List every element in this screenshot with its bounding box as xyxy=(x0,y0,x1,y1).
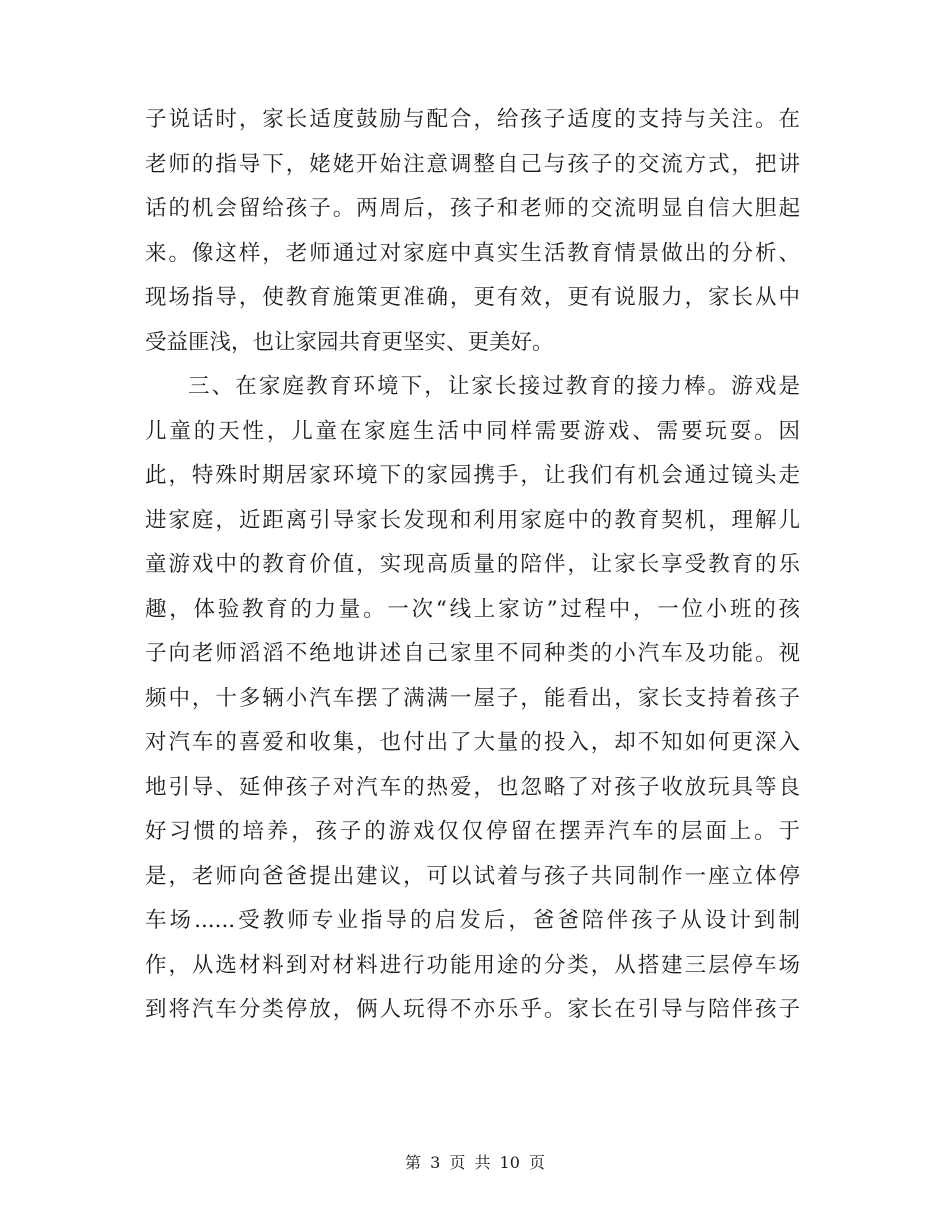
text-line: 到将汽车分类停放，俩人玩得不亦乐乎。家长在引导与陪伴孩子 xyxy=(145,997,800,1022)
text-line: 话的机会留给孩子。两周后，孩子和老师的交流明显自信大胆起 xyxy=(145,196,800,221)
text-line: 子向老师滔滔不绝地讲述自己家里不同种类的小汽车及功能。视 xyxy=(145,641,800,666)
text-line: 作，从选材料到对材料进行功能用途的分类，从搭建三层停车场 xyxy=(145,952,800,978)
text-line: 进家庭，近距离引导家长发现和利用家庭中的教育契机，理解儿 xyxy=(145,507,800,533)
text-line: 童游戏中的教育价值，实现高质量的陪伴，让家长享受教育的乐 xyxy=(145,552,800,577)
text-line: 现场指导，使教育施策更准确，更有效，更有说服力，家长从中 xyxy=(145,285,800,310)
text-line: 子说话时，家长适度鼓励与配合，给孩子适度的支持与关注。在 xyxy=(145,107,800,132)
text-line: 老师的指导下，姥姥开始注意调整自己与孩子的交流方式，把讲 xyxy=(145,151,800,177)
text-line: 受益匪浅，也让家园共育更坚实、更美好。 xyxy=(145,329,554,355)
text-line: 来。像这样，老师通过对家庭中真实生活教育情景做出的分析、 xyxy=(145,240,800,266)
text-line: 好习惯的培养，孩子的游戏仅仅停留在摆弄汽车的层面上。于 xyxy=(145,819,800,844)
text-line: 地引导、延伸孩子对汽车的热爱，也忽略了对孩子收放玩具等良 xyxy=(145,774,800,800)
text-line: 此，特殊时期居家环境下的家园携手，让我们有机会通过镜头走 xyxy=(145,463,800,488)
text-line: 对汽车的喜爱和收集，也付出了大量的投入，却不知如何更深入 xyxy=(145,730,800,755)
text-line: 是，老师向爸爸提出建议，可以试着与孩子共同制作一座立体停 xyxy=(145,863,800,889)
text-line: 频中，十多辆小汽车摆了满满一屋子，能看出，家长支持着孩子 xyxy=(145,685,800,711)
text-line: 趣，体验教育的力量。一次“线上家访”过程中，一位小班的孩 xyxy=(145,596,800,622)
text-line: 车场......受教师专业指导的启发后，爸爸陪伴孩子从设计到制 xyxy=(145,908,800,933)
page-number-footer: 第 3 页 共 10 页 xyxy=(405,1153,545,1172)
body-text xyxy=(145,98,800,1033)
paragraph-start-line: 三、在家庭教育环境下，让家长接过教育的接力棒。游戏是 xyxy=(188,374,800,399)
text-line: 儿童的天性，儿童在家庭生活中同样需要游戏、需要玩耍。因 xyxy=(145,418,800,444)
